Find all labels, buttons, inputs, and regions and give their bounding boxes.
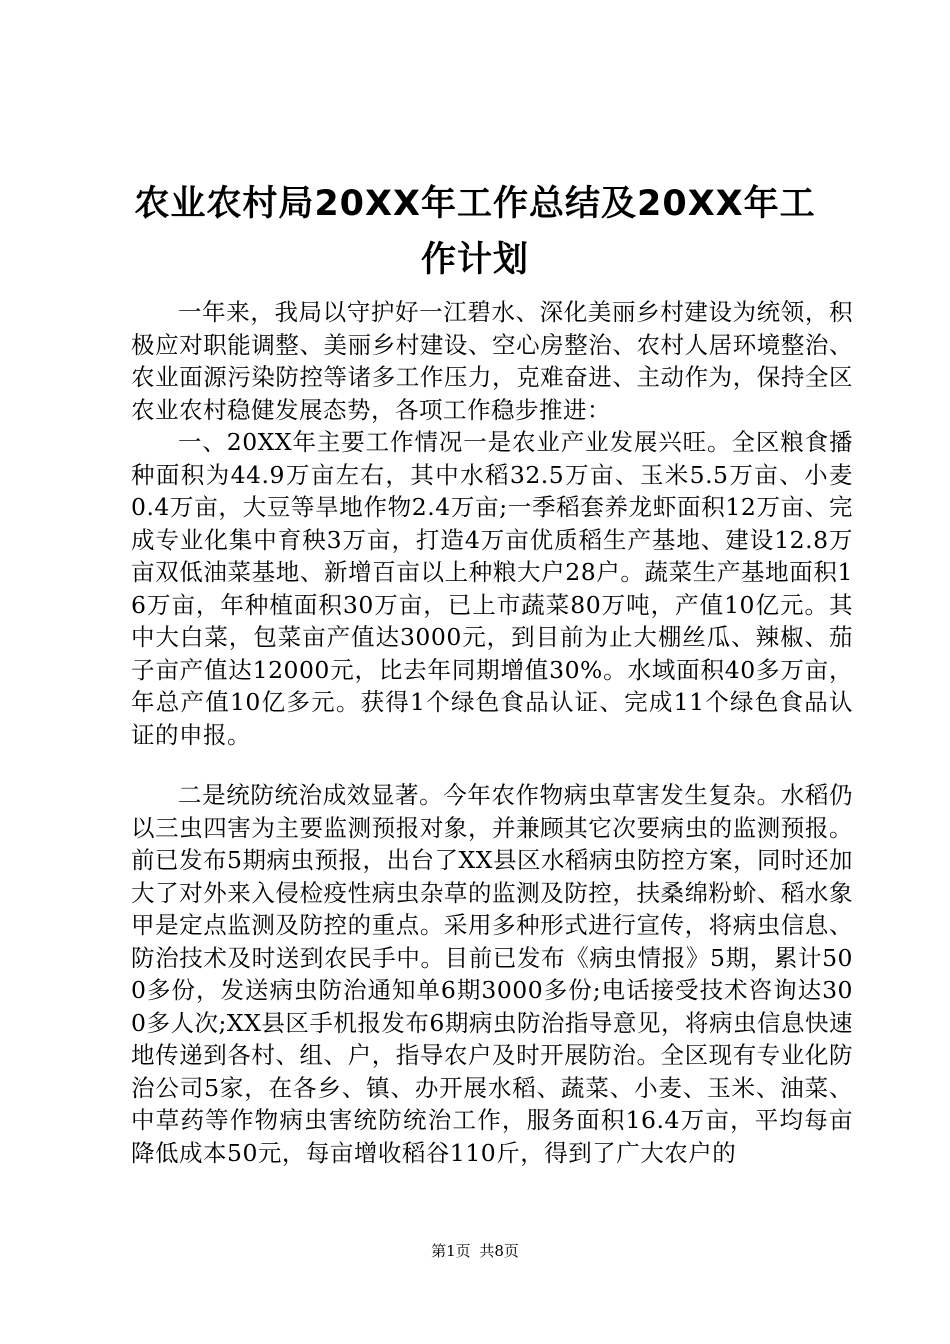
document-body	[131, 296, 853, 1169]
document-title: 农业农村局20XX年工作总结及20XX年工作计划	[134, 184, 816, 280]
paragraph-agriculture: 一、20XX年主要工作情况一是农业产业发展兴旺。全区粮食播种面积为44.9万亩左右，其中水稻32.5万亩、玉米5.5万亩、小麦0.4万亩，大豆等旱地作物2.4万亩;一季稻套养龙虾面积12万亩、完成专业化集中育秧3万亩，打造4万亩优质稻生产基地、建设12.8万亩双低油菜基地、新增百亩以上种粮大户28户。蔬菜生产基地面积16万亩，年种植面积30万亩，已上市蔬菜80万吨，产值10亿元。其中大白菜，包菜亩产值达3000元，到目前为止大棚丝瓜、辣椒、茄子亩产值达12000元，比去年同期增值30%。水域面积40多万亩，年总产值10亿多元。获得1个绿色食品认证、完成11个绿色食品认证的申报。	[131, 428, 853, 749]
page-number: 第1页	[431, 1242, 471, 1260]
page-footer	[0, 1241, 950, 1261]
paragraph-pest-control: 二是统防统治成效显著。今年农作物病虫草害发生复杂。水稻仍以三虫四害为主要监测预报对象，并兼顾其它次要病虫的监测预报。前已发布5期病虫预报，出台了XX县区水稻病虫防控方案，同时还加大了对外来入侵检疫性病虫杂草的监测及防控，扶桑绵粉蚧、稻水象甲是定点监测及防控的重点。采用多种形式进行宣传，将病虫信息、防治技术及时送到农民手中。目前已发布《病虫情报》5期，累计500多份，发送病虫防治通知单6期3000多份;电话接受技术咨询达300多人次;XX县区手机报发布6期病虫防治指导意见，将病虫信息快速地传递到各村、组、户，指导农户及时开展防治。全区现有专业化防治公司5家，在各乡、镇、办开展水稻、蔬菜、小麦、玉米、油菜、中草药等作物病虫害统防统治工作，服务面积16.4万亩，平均每亩降低成本50元，每亩增收稻谷110斤，得到了广大农户的	[131, 781, 853, 1167]
paragraph-intro: 一年来，我局以守护好一江碧水、深化美丽乡村建设为统领，积极应对职能调整、美丽乡村建设、空心房整治、农村人居环境整治、农业面源污染防控等诸多工作压力，克难奋进、主动作为，保持全区农业农村稳健发展态势，各项工作稳步推进：	[131, 298, 853, 424]
page-total: 共8页	[479, 1242, 519, 1260]
